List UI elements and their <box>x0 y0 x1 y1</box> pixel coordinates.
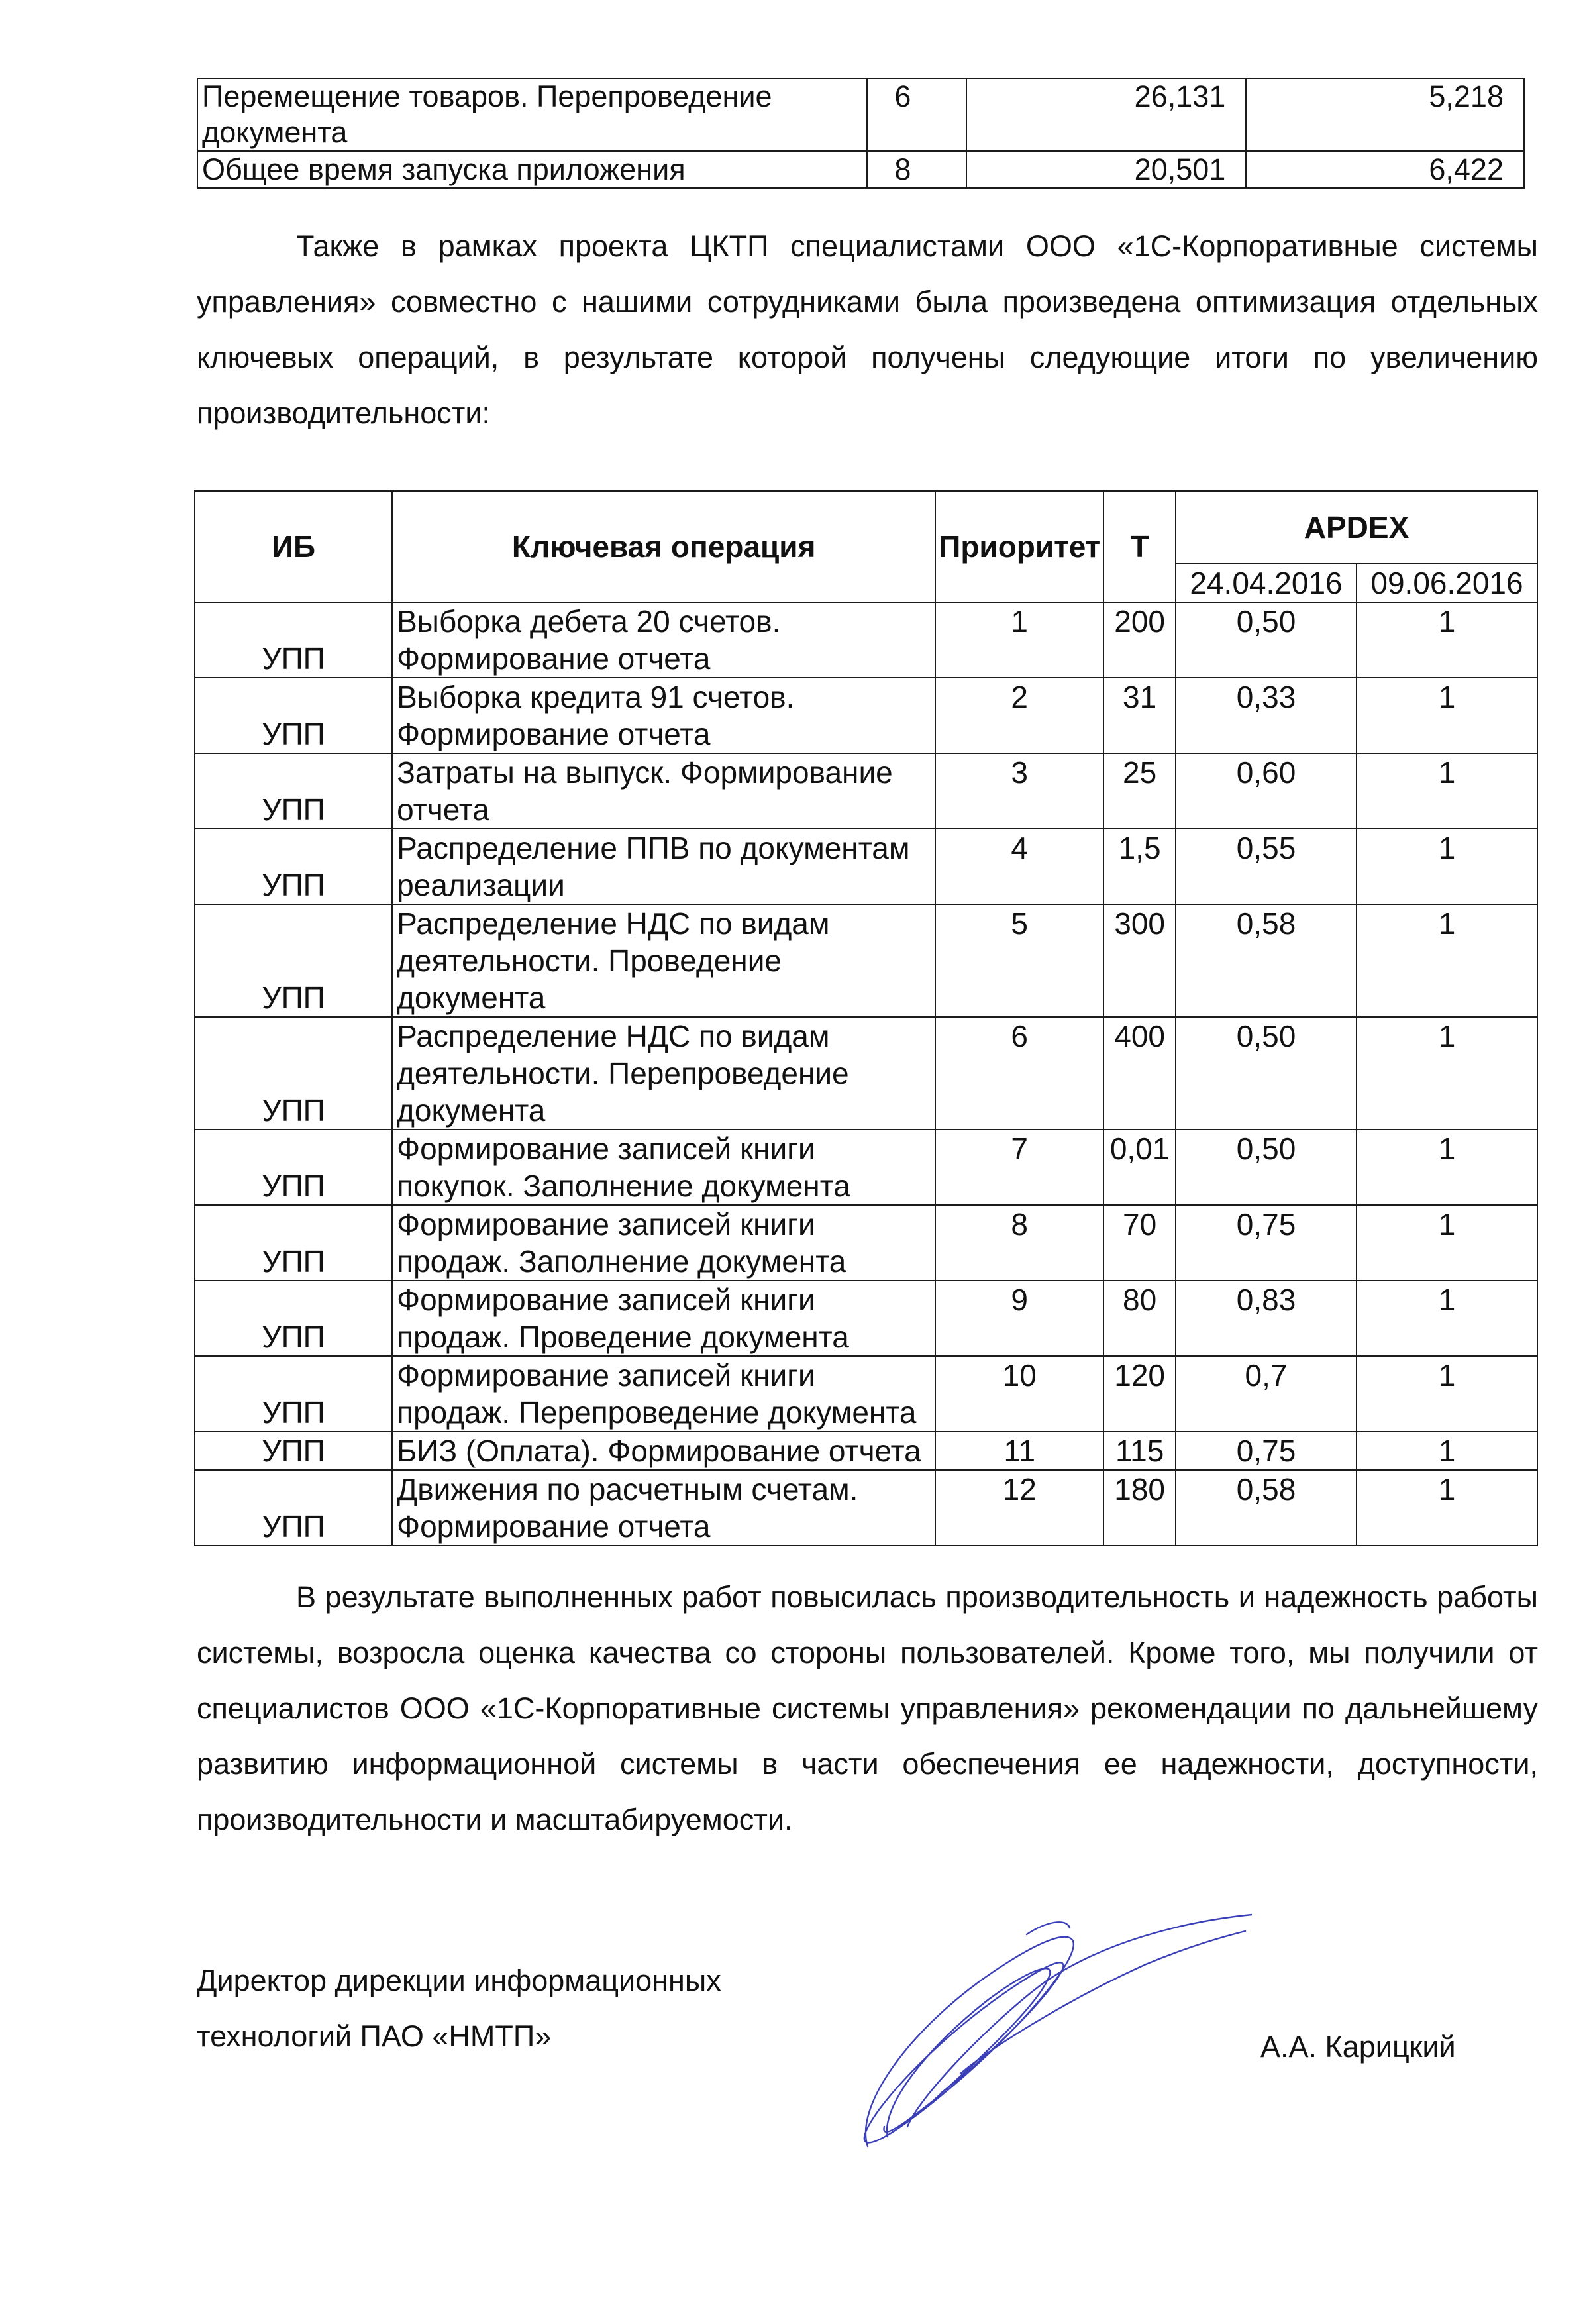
results-paragraph <box>197 1569 1538 1848</box>
cell-ib: УПП <box>195 1432 392 1470</box>
cell-priority: 11 <box>935 1432 1103 1470</box>
top-cell-priority: 8 <box>867 151 966 188</box>
cell-apdex1: 0,7 <box>1176 1356 1357 1432</box>
cell-apdex1: 0,50 <box>1176 1130 1357 1205</box>
cell-apdex2: 1 <box>1357 1470 1537 1546</box>
cell-ib: УПП <box>195 1017 392 1130</box>
cell-ib: УПП <box>195 1130 392 1205</box>
cell-apdex1: 0,33 <box>1176 678 1357 753</box>
cell-priority: 7 <box>935 1130 1103 1205</box>
header-operation: Ключевая операция <box>392 491 935 602</box>
header-priority: Приоритет <box>935 491 1103 602</box>
position-line-1: Директор дирекции информационных <box>197 1964 721 1997</box>
table-row <box>195 829 1537 904</box>
cell-apdex2: 1 <box>1357 1017 1537 1130</box>
cell-apdex2: 1 <box>1357 1205 1537 1281</box>
cell-apdex1: 0,83 <box>1176 1281 1357 1356</box>
cell-apdex2: 1 <box>1357 904 1537 1017</box>
header-date1: 24.04.2016 <box>1176 564 1357 602</box>
header-ib: ИБ <box>195 491 392 602</box>
signatory-position <box>197 1953 721 2064</box>
table-row <box>195 1205 1537 1281</box>
cell-ib: УПП <box>195 904 392 1017</box>
cell-priority: 6 <box>935 1017 1103 1130</box>
cell-t: 200 <box>1103 602 1176 678</box>
handwritten-signature <box>828 1908 1252 2160</box>
cell-operation: Распределение ППВ по документам реализации <box>392 829 935 904</box>
cell-priority: 9 <box>935 1281 1103 1356</box>
cell-apdex1: 0,58 <box>1176 904 1357 1017</box>
table-row <box>195 1432 1537 1470</box>
table-row <box>195 1281 1537 1356</box>
header-t: Т <box>1103 491 1176 602</box>
cell-apdex2: 1 <box>1357 1432 1537 1470</box>
table-row <box>195 753 1537 829</box>
cell-operation: Выборка кредита 91 счетов. Формирование отчета <box>392 678 935 753</box>
cell-apdex1: 0,75 <box>1176 1432 1357 1470</box>
cell-ib: УПП <box>195 602 392 678</box>
header-apdex: APDEX <box>1176 491 1537 564</box>
cell-operation: Выборка дебета 20 счетов. Формирование отчета <box>392 602 935 678</box>
cell-operation: Формирование записей книги продаж. Проведение документа <box>392 1281 935 1356</box>
table-row <box>195 1017 1537 1130</box>
cell-operation: Формирование записей книги продаж. Заполнение документа <box>392 1205 935 1281</box>
cell-priority: 3 <box>935 753 1103 829</box>
table-row <box>195 1130 1537 1205</box>
cell-operation: Затраты на выпуск. Формирование отчета <box>392 753 935 829</box>
cell-t: 115 <box>1103 1432 1176 1470</box>
cell-operation: Распределение НДС по видам деятельности. Проведение документа <box>392 904 935 1017</box>
top-cell-value2: 6,422 <box>1246 151 1524 188</box>
cell-apdex1: 0,50 <box>1176 602 1357 678</box>
cell-apdex1: 0,50 <box>1176 1017 1357 1130</box>
top-cell-value1: 26,131 <box>966 78 1246 151</box>
cell-ib: УПП <box>195 829 392 904</box>
cell-priority: 8 <box>935 1205 1103 1281</box>
cell-apdex2: 1 <box>1357 753 1537 829</box>
cell-apdex1: 0,75 <box>1176 1205 1357 1281</box>
table-row <box>195 1356 1537 1432</box>
cell-apdex2: 1 <box>1357 1356 1537 1432</box>
table-row <box>195 904 1537 1017</box>
cell-ib: УПП <box>195 1470 392 1546</box>
top-table-row <box>197 151 1524 188</box>
cell-t: 0,01 <box>1103 1130 1176 1205</box>
cell-apdex1: 0,58 <box>1176 1470 1357 1546</box>
top-cell-name: Перемещение товаров. Перепроведение документа <box>197 78 867 151</box>
position-line-2: технологий ПАО «НМТП» <box>197 2019 552 2053</box>
results-paragraph-text: В результате выполненных работ повысилась производительность и надежность работы системы, возросла оценка качества со стороны пользователей. Кроме того, мы получили от специалистов ООО «1С-Корпоративные системы управления» рекомендации по дальнейшему развитию информационной системы в части обеспечения ее надежности, доступности, производительности и масштабируемости. <box>197 1580 1538 1836</box>
table-row <box>195 678 1537 753</box>
cell-ib: УПП <box>195 1356 392 1432</box>
cell-ib: УПП <box>195 678 392 753</box>
cell-t: 400 <box>1103 1017 1176 1130</box>
cell-t: 180 <box>1103 1470 1176 1546</box>
cell-t: 120 <box>1103 1356 1176 1432</box>
key-operations-table <box>194 490 1538 1546</box>
cell-priority: 10 <box>935 1356 1103 1432</box>
top-cell-value1: 20,501 <box>966 151 1246 188</box>
cell-ib: УПП <box>195 1205 392 1281</box>
header-date2: 09.06.2016 <box>1357 564 1537 602</box>
top-continuation-table <box>197 78 1525 189</box>
cell-operation: Формирование записей книги покупок. Заполнение документа <box>392 1130 935 1205</box>
cell-apdex2: 1 <box>1357 678 1537 753</box>
cell-t: 1,5 <box>1103 829 1176 904</box>
cell-priority: 12 <box>935 1470 1103 1546</box>
cell-priority: 1 <box>935 602 1103 678</box>
table-row <box>195 1470 1537 1546</box>
cell-operation: Распределение НДС по видам деятельности. Перепроведение документа <box>392 1017 935 1130</box>
cell-t: 25 <box>1103 753 1176 829</box>
cell-apdex1: 0,60 <box>1176 753 1357 829</box>
cell-ib: УПП <box>195 753 392 829</box>
cell-apdex2: 1 <box>1357 1281 1537 1356</box>
table-row <box>195 602 1537 678</box>
intro-paragraph-text: Также в рамках проекта ЦКТП специалистами ООО «1С-Корпоративные системы управления» совместно с нашими сотрудниками была произведена оптимизация отдельных ключевых операций, в результате которой получены следующие итоги по увеличению производительности: <box>197 229 1538 430</box>
cell-priority: 2 <box>935 678 1103 753</box>
cell-apdex1: 0,55 <box>1176 829 1357 904</box>
cell-ib: УПП <box>195 1281 392 1356</box>
intro-paragraph <box>197 219 1538 441</box>
cell-t: 300 <box>1103 904 1176 1017</box>
cell-t: 31 <box>1103 678 1176 753</box>
cell-apdex2: 1 <box>1357 1130 1537 1205</box>
cell-operation: Движения по расчетным счетам. Формирование отчета <box>392 1470 935 1546</box>
signatory-name: А.А. Карицкий <box>1260 2030 1456 2064</box>
cell-t: 70 <box>1103 1205 1176 1281</box>
top-cell-name: Общее время запуска приложения <box>197 151 867 188</box>
cell-priority: 4 <box>935 829 1103 904</box>
cell-apdex2: 1 <box>1357 829 1537 904</box>
top-cell-priority: 6 <box>867 78 966 151</box>
cell-operation: Формирование записей книги продаж. Перепроведение документа <box>392 1356 935 1432</box>
top-cell-value2: 5,218 <box>1246 78 1524 151</box>
cell-apdex2: 1 <box>1357 602 1537 678</box>
cell-priority: 5 <box>935 904 1103 1017</box>
top-table-row <box>197 78 1524 151</box>
cell-operation: БИЗ (Оплата). Формирование отчета <box>392 1432 935 1470</box>
cell-t: 80 <box>1103 1281 1176 1356</box>
